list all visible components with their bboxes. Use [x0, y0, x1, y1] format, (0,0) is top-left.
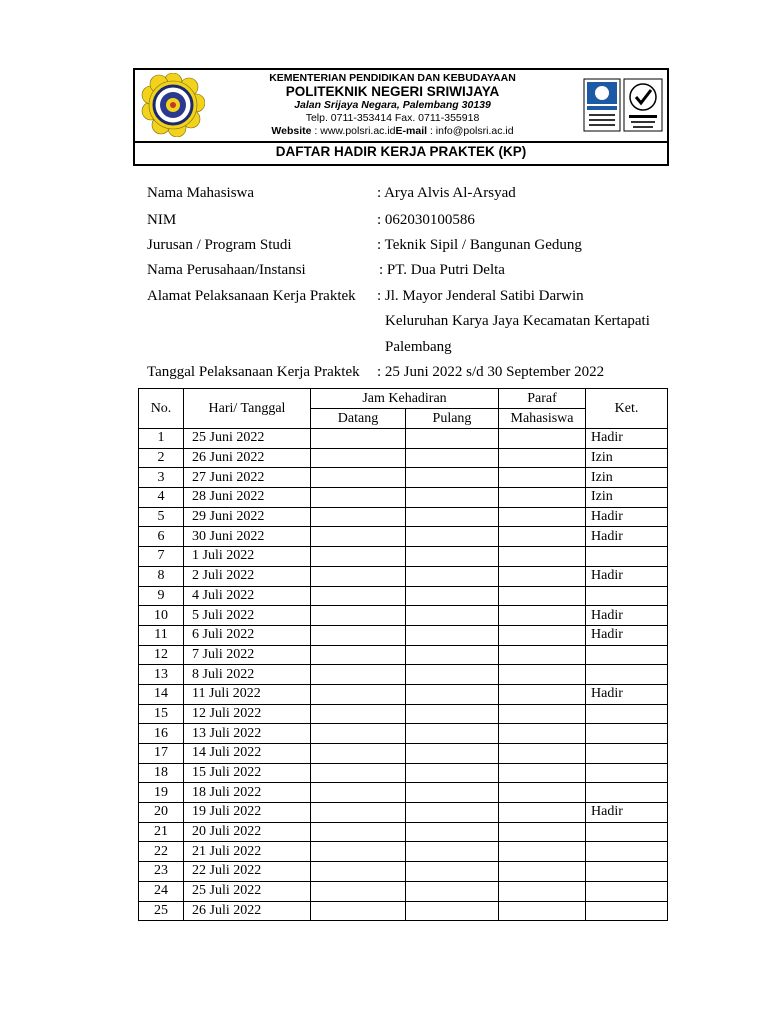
row-datang [311, 744, 406, 764]
row-ket [586, 881, 668, 901]
row-pulang [406, 803, 499, 823]
row-datang [311, 527, 406, 547]
row-pulang [406, 448, 499, 468]
row-paraf [499, 507, 586, 527]
header-no: No. [139, 389, 184, 429]
row-date: 29 Juni 2022 [184, 507, 311, 527]
header-paraf: Paraf [499, 389, 586, 409]
row-date: 6 Juli 2022 [184, 625, 311, 645]
institution-address: Jalan Srijaya Negara, Palembang 30139 [294, 99, 491, 111]
table-row [139, 606, 668, 626]
table-row [139, 822, 668, 842]
row-pulang [406, 625, 499, 645]
row-datang [311, 704, 406, 724]
table-row [139, 468, 668, 488]
row-number: 23 [139, 862, 184, 882]
document-title: DAFTAR HADIR KERJA PRAKTEK (KP) [275, 144, 527, 159]
table-row [139, 881, 668, 901]
table-row [139, 803, 668, 823]
nama-value: : Arya Alvis Al-Arsyad [377, 185, 516, 201]
row-paraf [499, 842, 586, 862]
row-datang [311, 645, 406, 665]
table-row [139, 783, 668, 803]
row-datang [311, 547, 406, 567]
header-ket: Ket. [586, 389, 668, 429]
row-number: 11 [139, 625, 184, 645]
row-ket: Hadir [586, 625, 668, 645]
header-mahasiswa: Mahasiswa [499, 409, 586, 429]
row-datang [311, 803, 406, 823]
row-pulang [406, 665, 499, 685]
row-ket [586, 645, 668, 665]
row-pulang [406, 507, 499, 527]
row-date: 30 Juni 2022 [184, 527, 311, 547]
row-pulang [406, 724, 499, 744]
table-row [139, 488, 668, 508]
row-ket [586, 547, 668, 567]
row-pulang [406, 744, 499, 764]
row-date: 1 Juli 2022 [184, 547, 311, 567]
row-number: 5 [139, 507, 184, 527]
row-datang [311, 783, 406, 803]
row-datang [311, 606, 406, 626]
letterhead-top [135, 70, 667, 143]
row-datang [311, 625, 406, 645]
row-paraf [499, 724, 586, 744]
row-pulang [406, 547, 499, 567]
row-paraf [499, 448, 586, 468]
row-pulang [406, 783, 499, 803]
row-paraf [499, 803, 586, 823]
header-datang: Datang [311, 409, 406, 429]
website-label: Website [271, 125, 312, 137]
row-date: 15 Juli 2022 [184, 763, 311, 783]
jurusan-value: : Teknik Sipil / Bangunan Gedung [377, 237, 582, 253]
row-paraf [499, 862, 586, 882]
jurusan-label: Jurusan / Program Studi [147, 237, 292, 253]
table-row [139, 527, 668, 547]
row-paraf [499, 881, 586, 901]
row-date: 14 Juli 2022 [184, 744, 311, 764]
perusahaan-label: Nama Perusahaan/Instansi [147, 262, 306, 278]
row-number: 16 [139, 724, 184, 744]
row-number: 19 [139, 783, 184, 803]
table-row [139, 429, 668, 449]
row-datang [311, 448, 406, 468]
row-pulang [406, 645, 499, 665]
row-ket: Izin [586, 448, 668, 468]
row-number: 25 [139, 901, 184, 921]
alamat-label: Alamat Pelaksanaan Kerja Praktek [147, 288, 356, 304]
row-date: 21 Juli 2022 [184, 842, 311, 862]
row-date: 27 Juni 2022 [184, 468, 311, 488]
row-date: 25 Juli 2022 [184, 881, 311, 901]
row-paraf [499, 763, 586, 783]
institution-name: POLITEKNIK NEGERI SRIWIJAYA [285, 84, 500, 99]
row-date: 20 Juli 2022 [184, 822, 311, 842]
table-row [139, 842, 668, 862]
alamat-value-line1: : Jl. Mayor Jenderal Satibi Darwin [377, 288, 584, 304]
row-date: 8 Juli 2022 [184, 665, 311, 685]
perusahaan-value: : PT. Dua Putri Delta [379, 262, 505, 278]
row-datang [311, 566, 406, 586]
row-paraf [499, 744, 586, 764]
table-row [139, 586, 668, 606]
row-ket [586, 744, 668, 764]
table-row [139, 448, 668, 468]
row-date: 19 Juli 2022 [184, 803, 311, 823]
row-pulang [406, 488, 499, 508]
row-pulang [406, 763, 499, 783]
header-jam-kehadiran: Jam Kehadiran [311, 389, 499, 409]
row-date: 5 Juli 2022 [184, 606, 311, 626]
row-pulang [406, 842, 499, 862]
row-date: 2 Juli 2022 [184, 566, 311, 586]
row-datang [311, 724, 406, 744]
letterhead-text [215, 72, 570, 138]
row-ket [586, 901, 668, 921]
row-date: 13 Juli 2022 [184, 724, 311, 744]
table-row [139, 684, 668, 704]
row-pulang [406, 586, 499, 606]
nim-label: NIM [147, 212, 177, 228]
table-row [139, 763, 668, 783]
row-datang [311, 586, 406, 606]
row-paraf [499, 547, 586, 567]
letterhead [133, 68, 669, 166]
row-date: 28 Juni 2022 [184, 488, 311, 508]
row-ket: Izin [586, 468, 668, 488]
row-number: 7 [139, 547, 184, 567]
row-pulang [406, 606, 499, 626]
nama-label: Nama Mahasiswa [147, 185, 255, 201]
row-ket: Hadir [586, 527, 668, 547]
row-ket: Hadir [586, 507, 668, 527]
table-row [139, 566, 668, 586]
row-number: 18 [139, 763, 184, 783]
row-pulang [406, 566, 499, 586]
row-ket: Hadir [586, 684, 668, 704]
table-row [139, 507, 668, 527]
row-datang [311, 429, 406, 449]
row-date: 11 Juli 2022 [184, 684, 311, 704]
row-date: 12 Juli 2022 [184, 704, 311, 724]
row-ket [586, 842, 668, 862]
row-ket: Izin [586, 488, 668, 508]
row-pulang [406, 881, 499, 901]
row-datang [311, 862, 406, 882]
row-paraf [499, 822, 586, 842]
table-row [139, 862, 668, 882]
row-number: 1 [139, 429, 184, 449]
row-paraf [499, 488, 586, 508]
ministry-name: KEMENTERIAN PENDIDIKAN DAN KEBUDAYAAN [269, 72, 516, 84]
row-pulang [406, 822, 499, 842]
row-number: 17 [139, 744, 184, 764]
row-ket [586, 822, 668, 842]
nim-value: : 062030100586 [377, 212, 475, 228]
row-ket: Hadir [586, 606, 668, 626]
institution-phone: Telp. 0711-353414 Fax. 0711-355918 [305, 112, 480, 124]
alamat-value-line2: Keluruhan Karya Jaya Kecamatan Kertapati [385, 313, 650, 329]
row-pulang [406, 527, 499, 547]
row-datang [311, 763, 406, 783]
row-ket: Hadir [586, 566, 668, 586]
row-ket: Hadir [586, 429, 668, 449]
table-row [139, 645, 668, 665]
row-paraf [499, 606, 586, 626]
row-paraf [499, 566, 586, 586]
row-number: 13 [139, 665, 184, 685]
row-ket [586, 665, 668, 685]
alamat-value-line3: Palembang [385, 339, 452, 355]
polsri-logo-icon [141, 73, 205, 137]
tanggal-label: Tanggal Pelaksanaan Kerja Praktek [147, 364, 360, 380]
row-date: 26 Juli 2022 [184, 901, 311, 921]
certification-logo-icon [583, 78, 663, 132]
row-date: 18 Juli 2022 [184, 783, 311, 803]
row-datang [311, 488, 406, 508]
row-paraf [499, 625, 586, 645]
row-paraf [499, 468, 586, 488]
row-number: 2 [139, 448, 184, 468]
table-row [139, 625, 668, 645]
header-pulang: Pulang [406, 409, 499, 429]
tanggal-value: : 25 Juni 2022 s/d 30 September 2022 [377, 364, 605, 380]
row-datang [311, 881, 406, 901]
row-number: 3 [139, 468, 184, 488]
table-row [139, 724, 668, 744]
row-date: 7 Juli 2022 [184, 645, 311, 665]
row-paraf [499, 684, 586, 704]
row-datang [311, 507, 406, 527]
row-pulang [406, 684, 499, 704]
row-number: 8 [139, 566, 184, 586]
row-paraf [499, 645, 586, 665]
row-pulang [406, 862, 499, 882]
row-number: 24 [139, 881, 184, 901]
table-row [139, 704, 668, 724]
header-hari-tanggal: Hari/ Tanggal [184, 389, 311, 429]
row-number: 10 [139, 606, 184, 626]
row-paraf [499, 429, 586, 449]
row-ket [586, 783, 668, 803]
row-number: 6 [139, 527, 184, 547]
row-number: 22 [139, 842, 184, 862]
row-ket [586, 763, 668, 783]
row-paraf [499, 527, 586, 547]
row-datang [311, 684, 406, 704]
row-number: 15 [139, 704, 184, 724]
row-date: 4 Juli 2022 [184, 586, 311, 606]
row-datang [311, 468, 406, 488]
attendance-table [138, 388, 668, 921]
row-pulang [406, 704, 499, 724]
row-paraf [499, 901, 586, 921]
row-paraf [499, 586, 586, 606]
email-label: E-mail [395, 125, 428, 137]
row-paraf [499, 704, 586, 724]
row-ket [586, 704, 668, 724]
row-date: 25 Juni 2022 [184, 429, 311, 449]
institution-contact [215, 125, 570, 138]
row-number: 9 [139, 586, 184, 606]
website-link[interactable]: : www.polsri.ac.id [314, 125, 396, 137]
table-row [139, 744, 668, 764]
row-paraf [499, 783, 586, 803]
row-number: 4 [139, 488, 184, 508]
row-ket [586, 862, 668, 882]
row-pulang [406, 901, 499, 921]
row-datang [311, 842, 406, 862]
email-link[interactable]: : info@polsri.ac.id [429, 125, 514, 137]
row-pulang [406, 429, 499, 449]
row-datang [311, 665, 406, 685]
row-ket [586, 586, 668, 606]
row-date: 22 Juli 2022 [184, 862, 311, 882]
row-ket [586, 724, 668, 744]
row-number: 12 [139, 645, 184, 665]
row-pulang [406, 468, 499, 488]
row-number: 20 [139, 803, 184, 823]
row-date: 26 Juni 2022 [184, 448, 311, 468]
row-number: 14 [139, 684, 184, 704]
table-row [139, 901, 668, 921]
row-ket: Hadir [586, 803, 668, 823]
table-row [139, 665, 668, 685]
row-datang [311, 822, 406, 842]
row-paraf [499, 665, 586, 685]
row-number: 21 [139, 822, 184, 842]
table-row [139, 547, 668, 567]
row-datang [311, 901, 406, 921]
